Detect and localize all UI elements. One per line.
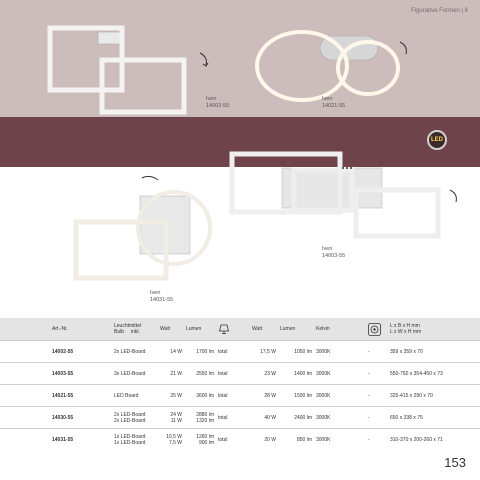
- page-number: 153: [444, 455, 466, 470]
- col-lamp: [216, 318, 250, 341]
- table-row: [0, 363, 480, 385]
- product-label-14002: [206, 96, 229, 110]
- product-name: Iven: [150, 290, 161, 296]
- product-article: 14021-55: [322, 103, 346, 109]
- cell-kelvin: 3000K: [314, 363, 366, 385]
- cell-total: total: [216, 385, 250, 407]
- cell-lumen-line: 2880 lm: [196, 411, 214, 418]
- cell-lumen: [184, 385, 216, 407]
- cell-lumen: [184, 407, 216, 429]
- cell-total: total: [216, 341, 250, 363]
- cell-dimmable: -: [366, 341, 388, 363]
- lamp-14021-image: [250, 18, 430, 108]
- table-row: [0, 385, 480, 407]
- cell-art-nr: 14002-55: [0, 341, 112, 363]
- lamp-14031-image: [62, 168, 222, 288]
- table-row: [0, 341, 480, 363]
- col-dims-de: L x B x H mm: [390, 323, 420, 329]
- col-kelvin: Kelvin: [314, 318, 366, 341]
- cell-watt-line: 21 W: [170, 370, 182, 377]
- col-lumen: Lumen: [184, 318, 216, 341]
- col-leuchtmittel: [112, 318, 158, 341]
- cell-bulb-line: 2x LED-Board: [114, 411, 146, 418]
- cell-watt2: 23 W: [250, 363, 278, 385]
- cell-dimensions: 550-750 x 354-450 x 73: [388, 363, 480, 385]
- cell-dimensions: 359 x 359 x 70: [388, 341, 480, 363]
- cell-lumen2: 1050 lm: [278, 341, 314, 363]
- cell-watt-line: 25 W: [170, 392, 182, 399]
- cell-art-nr: 14003-55: [0, 363, 112, 385]
- cell-total: total: [216, 363, 250, 385]
- cell-watt-line: 10,5 W: [166, 433, 182, 440]
- product-name: Iven: [322, 246, 333, 252]
- lamp-icon: [218, 323, 230, 335]
- col-art-nr: Art.-Nr.: [0, 318, 112, 341]
- lamp-14002-image: [40, 18, 220, 113]
- cell-watt-line: 7,5 W: [168, 439, 182, 446]
- cell-bulb-line: 1x LED-Board: [114, 439, 146, 446]
- cell-bulb: [112, 363, 158, 385]
- product-article: 14031-55: [150, 297, 174, 303]
- cell-total: total: [216, 429, 250, 451]
- table-row: [0, 429, 480, 451]
- product-label-14003: [322, 246, 345, 260]
- cell-bulb-line: 2x LED-Board: [114, 348, 146, 355]
- cell-watt-line: 24 W: [170, 411, 182, 418]
- product-article: 14003-55: [322, 253, 346, 259]
- cell-lumen-line: 3600 lm: [196, 392, 214, 399]
- col-dimmer: [366, 318, 388, 341]
- cell-watt2: 28 W: [250, 385, 278, 407]
- product-article: 14002-55: [206, 103, 230, 109]
- cell-total: total: [216, 407, 250, 429]
- cell-lumen-line: 900 lm: [198, 439, 214, 446]
- cell-dimmable: -: [366, 363, 388, 385]
- cell-watt-line: 14 W: [170, 348, 182, 355]
- cell-dimensions: 650 x 338 x 75: [388, 407, 480, 429]
- cell-lumen: [184, 429, 216, 451]
- cell-kelvin: 3000K: [314, 341, 366, 363]
- cell-dimmable: -: [366, 407, 388, 429]
- product-name: Iven: [322, 96, 333, 102]
- cell-lumen2: 1400 lm: [278, 363, 314, 385]
- cell-art-nr: 14021-55: [0, 385, 112, 407]
- cell-bulb: [112, 341, 158, 363]
- cell-watt2: 40 W: [250, 407, 278, 429]
- product-label-14021: [322, 96, 345, 110]
- cell-watt: [158, 341, 184, 363]
- cell-bulb: [112, 429, 158, 451]
- spec-table-body: [0, 341, 480, 451]
- cell-dimensions: 310-370 x 200-260 x 71: [388, 429, 480, 451]
- spec-table: [0, 318, 480, 450]
- cell-watt: [158, 407, 184, 429]
- product-name: Iven: [206, 96, 217, 102]
- cell-bulb: [112, 407, 158, 429]
- cell-lumen: [184, 363, 216, 385]
- cell-lumen-line: 1320 lm: [196, 417, 214, 424]
- cell-lumen-line: 1260 lm: [196, 433, 214, 440]
- cell-lumen-line: 2550 lm: [196, 370, 214, 377]
- cell-kelvin: 3000K: [314, 429, 366, 451]
- cell-dimmable: -: [366, 429, 388, 451]
- table-header-row: [0, 318, 480, 341]
- cell-dimensions: 325-415 x 290 x 70: [388, 385, 480, 407]
- cell-dimmable: -: [366, 385, 388, 407]
- col-dimensions: [388, 318, 480, 341]
- col-watt2: Watt: [250, 318, 278, 341]
- cell-lumen2: 850 lm: [278, 429, 314, 451]
- col-watt: Watt: [158, 318, 184, 341]
- col-lumen2: Lumen: [278, 318, 314, 341]
- col-leuchtmittel-label: Leuchtmittel: [114, 323, 141, 329]
- section-title: Figurative Formen | 6: [411, 8, 468, 14]
- led-badge: LED: [427, 130, 447, 150]
- cell-kelvin: 3000K: [314, 385, 366, 407]
- cell-lumen2: 1500 lm: [278, 385, 314, 407]
- cell-kelvin: 3000K: [314, 407, 366, 429]
- lamp-14003-image: [222, 148, 472, 248]
- cell-bulb-line: 3x LED-Board: [114, 370, 146, 377]
- col-bulb-label: Bulb: [114, 329, 125, 335]
- cell-watt: [158, 385, 184, 407]
- col-dims-en: L x W x H mm: [390, 329, 422, 335]
- col-inkl-label: inkl.: [130, 329, 140, 335]
- cell-art-nr: 14031-55: [0, 429, 112, 451]
- cell-art-nr: 14030-55: [0, 407, 112, 429]
- cell-bulb-line: 1x LED-Board: [114, 433, 146, 440]
- product-label-14031: [150, 290, 173, 304]
- cell-lumen: [184, 341, 216, 363]
- cell-lumen2: 2400 lm: [278, 407, 314, 429]
- cell-bulb-line: LED Board: [114, 392, 139, 399]
- cell-lumen-line: 1700 lm: [196, 348, 214, 355]
- cell-watt: [158, 363, 184, 385]
- cell-watt: [158, 429, 184, 451]
- cell-watt-line: 11 W: [170, 417, 182, 424]
- cell-watt2: 17,5 W: [250, 341, 278, 363]
- cell-bulb-line: 2x LED-Board: [114, 417, 146, 424]
- dimmer-icon: [368, 323, 381, 336]
- cell-bulb: [112, 385, 158, 407]
- cell-watt2: 20 W: [250, 429, 278, 451]
- table-row: [0, 407, 480, 429]
